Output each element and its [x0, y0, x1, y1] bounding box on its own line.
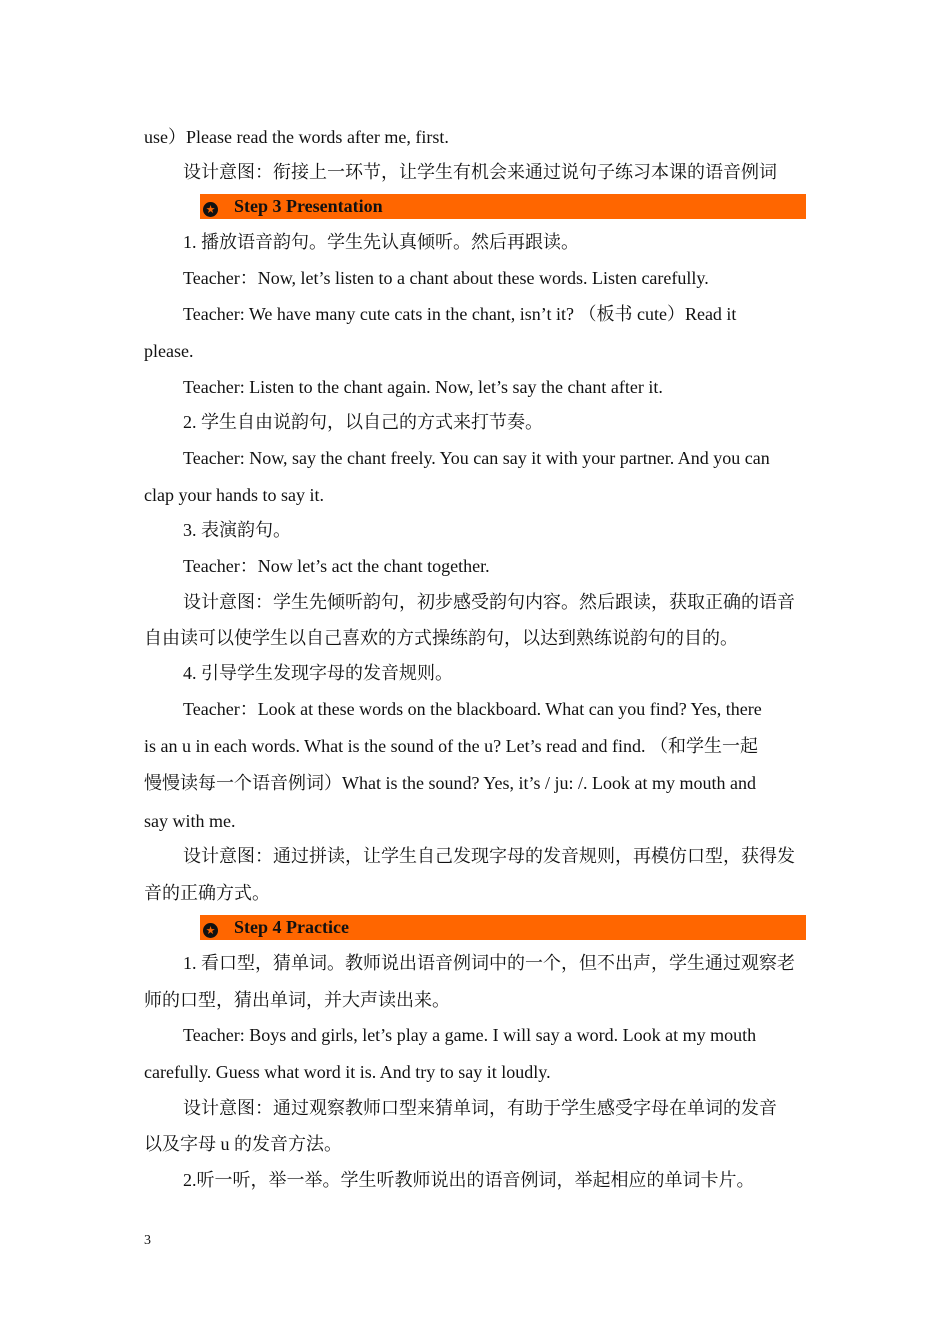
star-icon: ★	[203, 923, 218, 938]
text-line: please.	[144, 341, 194, 361]
text-line: 设计意图：通过拼读，让学生自己发现字母的发音规则，再模仿口型，获得发	[183, 846, 795, 866]
text-line: 以及字母 u 的发音方法。	[144, 1134, 342, 1154]
step-3-header	[200, 194, 806, 219]
text-line: 1. 播放语音韵句。学生先认真倾听。然后再跟读。	[183, 232, 579, 252]
text-line: Teacher：Look at these words on the blackboard. What can you find? Yes, there	[183, 699, 762, 719]
text-line: is an u in each words. What is the sound of the u? Let’s read and find. （和学生一起	[144, 736, 759, 756]
text-line: 自由读可以使学生以自己喜欢的方式操练韵句，以达到熟练说韵句的目的。	[144, 628, 738, 648]
text-line: 4. 引导学生发现字母的发音规则。	[183, 663, 453, 683]
step-4-header	[200, 915, 806, 940]
text-line: 设计意图：通过观察教师口型来猜单词，有助于学生感受字母在单词的发音	[183, 1098, 777, 1118]
text-line: Teacher：Now, let’s listen to a chant about these words. Listen carefully.	[183, 268, 709, 288]
text-line: clap your hands to say it.	[144, 485, 324, 505]
text-line: 慢慢读每一个语音例词）What is the sound? Yes, it’s / ju: /. Look at my mouth and	[144, 773, 756, 793]
text-line: carefully. Guess what word it is. And try to say it loudly.	[144, 1062, 551, 1082]
text-line: use）Please read the words after me, first.	[144, 127, 449, 147]
text-line: say with me.	[144, 811, 236, 831]
text-line: Teacher: Now, say the chant freely. You can say it with your partner. And you can	[183, 448, 770, 468]
text-line: 师的口型，猜出单词，并大声读出来。	[144, 990, 450, 1010]
page-number: 3	[144, 1233, 151, 1248]
step-3-label: Step 3 Presentation	[234, 196, 383, 216]
text-line: 1. 看口型，猜单词。教师说出语音例词中的一个，但不出声，学生通过观察老	[183, 953, 795, 973]
text-line: 设计意图：学生先倾听韵句，初步感受韵句内容。然后跟读，获取正确的语音	[183, 592, 795, 612]
star-icon: ★	[203, 202, 218, 217]
text-line: 3. 表演韵句。	[183, 520, 291, 540]
text-line: 音的正确方式。	[144, 883, 270, 903]
text-line: Teacher: Boys and girls, let’s play a game. I will say a word. Look at my mouth	[183, 1025, 757, 1045]
text-line: 2. 学生自由说韵句，以自己的方式来打节奏。	[183, 412, 543, 432]
text-line: Teacher：Now let’s act the chant together.	[183, 556, 490, 576]
text-line: 设计意图：衔接上一环节，让学生有机会来通过说句子练习本课的语音例词	[183, 162, 777, 182]
text-line: Teacher: Listen to the chant again. Now, let’s say the chant after it.	[183, 377, 663, 397]
step-4-label: Step 4 Practice	[234, 917, 349, 937]
text-line: Teacher: We have many cute cats in the chant, isn’t it? （板书 cute）Read it	[183, 304, 737, 324]
text-line: 2.听一听，举一举。学生听教师说出的语音例词，举起相应的单词卡片。	[183, 1170, 755, 1190]
